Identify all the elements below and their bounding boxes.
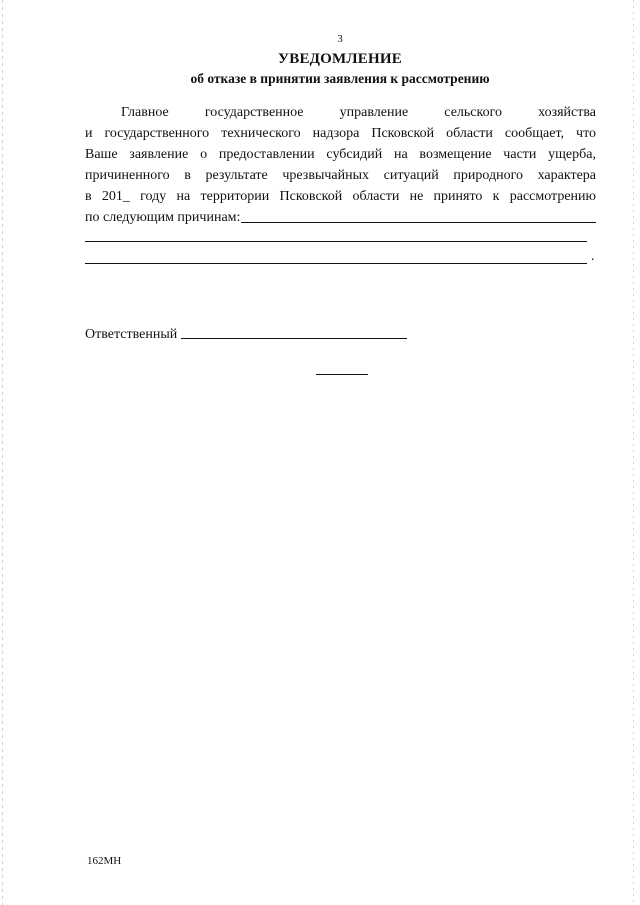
body-line-4: причиненного в результате чрезвычайных ситуаций природного характера bbox=[85, 168, 596, 183]
reasons-blank-line-1 bbox=[85, 241, 587, 242]
document-subtitle: об отказе в принятии заявления к рассмотрению bbox=[190, 71, 490, 86]
body-line-1: Главное государственное управление сельского хозяйства bbox=[121, 105, 596, 120]
reasons-line bbox=[85, 207, 596, 228]
reasons-label: по следующим причинам: bbox=[85, 210, 241, 225]
closing-period: . bbox=[591, 249, 595, 264]
scan-edge-left bbox=[2, 0, 3, 905]
document-title: УВЕДОМЛЕНИЕ bbox=[278, 51, 402, 67]
body-line-5: в 201_ году на территории Псковской области не принято к рассмотрению bbox=[85, 189, 596, 204]
responsible-signature-line bbox=[181, 337, 407, 339]
document-end-rule bbox=[316, 374, 368, 375]
responsible-label: Ответственный bbox=[85, 327, 178, 342]
reasons-blank-line-2 bbox=[85, 263, 587, 264]
body-line-2: и государственного технического надзора Псковской области сообщает, что bbox=[85, 126, 596, 141]
responsible-signature-block bbox=[85, 327, 407, 343]
page-number: 3 bbox=[337, 33, 343, 45]
body-line-3: Ваше заявление о предоставлении субсидий на возмещение части ущерба, bbox=[85, 147, 596, 162]
notice-body bbox=[85, 102, 596, 228]
footer-code: 162МН bbox=[87, 855, 122, 867]
scan-edge-right bbox=[633, 0, 634, 905]
reasons-fill-line bbox=[241, 221, 596, 223]
